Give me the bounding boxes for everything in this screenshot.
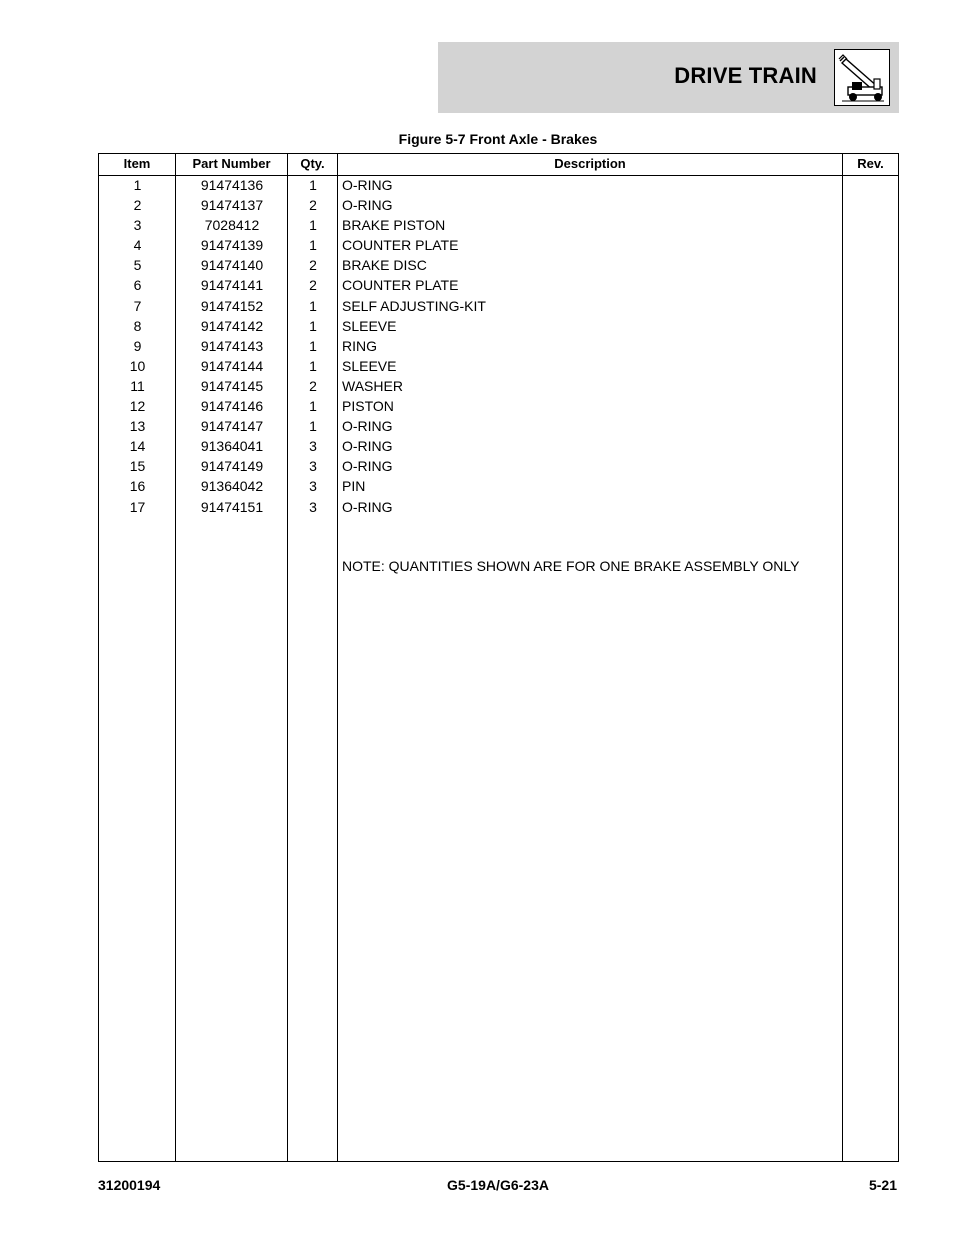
column-header-description: Description bbox=[554, 156, 626, 171]
qty-cell: 1 bbox=[309, 317, 317, 334]
column-header-part-number: Part Number bbox=[192, 156, 271, 171]
section-title: DRIVE TRAIN bbox=[674, 63, 817, 88]
part-number-cell: 91474146 bbox=[200, 398, 264, 415]
figure-title: Figure 5-7 Front Axle - Brakes bbox=[398, 131, 598, 147]
item-cell: 17 bbox=[129, 498, 146, 515]
table-row bbox=[99, 376, 898, 396]
description-cell: O-RING bbox=[342, 197, 393, 214]
qty-cell: 2 bbox=[309, 197, 317, 214]
item-cell: 12 bbox=[129, 398, 146, 415]
footer-page-number: 5-21 bbox=[868, 1177, 897, 1193]
qty-cell: 1 bbox=[309, 337, 317, 354]
part-number-cell: 91474141 bbox=[200, 277, 264, 294]
part-number-cell: 91474142 bbox=[200, 317, 264, 334]
column-header-qty: Qty. bbox=[300, 156, 325, 171]
table-row bbox=[99, 296, 898, 316]
item-cell: 8 bbox=[133, 317, 142, 334]
part-number-cell: 91474137 bbox=[200, 197, 264, 214]
part-number-cell: 91364041 bbox=[200, 438, 264, 455]
drive-train-lift-icon bbox=[834, 49, 890, 106]
description-cell: SLEEVE bbox=[342, 357, 397, 374]
qty-cell: 1 bbox=[309, 297, 317, 314]
part-number-cell: 91474149 bbox=[200, 458, 264, 475]
item-cell: 3 bbox=[133, 217, 142, 234]
table-row bbox=[99, 497, 898, 517]
item-cell: 9 bbox=[133, 337, 142, 354]
table-row bbox=[99, 175, 898, 195]
qty-cell: 2 bbox=[309, 377, 317, 394]
item-cell: 10 bbox=[129, 357, 146, 374]
part-number-cell: 91474152 bbox=[200, 297, 264, 314]
qty-cell: 3 bbox=[309, 438, 317, 455]
item-cell: 1 bbox=[133, 177, 142, 193]
table-row bbox=[99, 336, 898, 356]
item-cell: 16 bbox=[129, 478, 146, 495]
footer-model: G5-19A/G6-23A bbox=[447, 1177, 549, 1193]
description-cell: SLEEVE bbox=[342, 317, 397, 334]
table-row bbox=[99, 396, 898, 416]
table-row bbox=[99, 456, 898, 476]
qty-cell: 1 bbox=[309, 237, 317, 254]
part-number-cell: 91364042 bbox=[200, 478, 264, 495]
table-row bbox=[99, 195, 898, 215]
table-row bbox=[99, 255, 898, 275]
table-row bbox=[99, 416, 898, 436]
qty-cell: 3 bbox=[309, 498, 317, 515]
description-cell: SELF ADJUSTING-KIT bbox=[342, 297, 486, 314]
item-cell: 14 bbox=[129, 438, 146, 455]
part-number-cell: 91474143 bbox=[200, 337, 264, 354]
description-cell: O-RING bbox=[342, 177, 393, 193]
qty-cell: 1 bbox=[309, 177, 317, 193]
description-cell: PISTON bbox=[342, 398, 394, 415]
description-cell: O-RING bbox=[342, 438, 393, 455]
qty-cell: 1 bbox=[309, 357, 317, 374]
table-row bbox=[99, 235, 898, 255]
table-row bbox=[99, 316, 898, 336]
description-cell: BRAKE PISTON bbox=[342, 217, 446, 234]
qty-cell: 1 bbox=[309, 217, 317, 234]
part-number-cell: 91474147 bbox=[200, 418, 264, 435]
description-cell: O-RING bbox=[342, 458, 393, 475]
footer-doc-number: 31200194 bbox=[98, 1177, 161, 1193]
item-cell: 4 bbox=[133, 237, 142, 254]
description-cell: WASHER bbox=[342, 377, 403, 394]
part-number-cell: 7028412 bbox=[204, 217, 260, 234]
table-row bbox=[99, 436, 898, 456]
description-cell: O-RING bbox=[342, 418, 393, 435]
qty-cell: 1 bbox=[309, 398, 317, 415]
table-body bbox=[99, 175, 898, 517]
qty-cell: 1 bbox=[309, 418, 317, 435]
part-number-cell: 91474140 bbox=[200, 257, 264, 274]
part-number-cell: 91474145 bbox=[200, 377, 264, 394]
description-cell: COUNTER PLATE bbox=[342, 237, 459, 254]
qty-cell: 2 bbox=[309, 277, 317, 294]
description-cell: RING bbox=[342, 337, 377, 354]
description-cell: PIN bbox=[342, 478, 366, 495]
qty-cell: 3 bbox=[309, 478, 317, 495]
section-header bbox=[438, 42, 899, 113]
description-cell: O-RING bbox=[342, 498, 393, 515]
assembly-note: NOTE: QUANTITIES SHOWN ARE FOR ONE BRAKE ASSEMBLY ONLY bbox=[342, 558, 800, 574]
parts-table bbox=[98, 153, 899, 1162]
item-cell: 2 bbox=[133, 197, 142, 214]
item-cell: 11 bbox=[130, 377, 145, 394]
table-row bbox=[99, 215, 898, 235]
qty-cell: 2 bbox=[309, 257, 317, 274]
item-cell: 7 bbox=[133, 297, 142, 314]
part-number-cell: 91474151 bbox=[200, 498, 264, 515]
description-cell: COUNTER PLATE bbox=[342, 277, 459, 294]
item-cell: 6 bbox=[133, 277, 142, 294]
part-number-cell: 91474136 bbox=[200, 177, 264, 193]
description-cell: BRAKE DISC bbox=[342, 257, 427, 274]
part-number-cell: 91474144 bbox=[200, 357, 264, 374]
column-header-rev: Rev. bbox=[857, 156, 884, 171]
table-row bbox=[99, 356, 898, 376]
table-row bbox=[99, 275, 898, 295]
item-cell: 13 bbox=[129, 418, 146, 435]
column-header-item: Item bbox=[123, 156, 151, 171]
item-cell: 5 bbox=[133, 257, 142, 274]
part-number-cell: 91474139 bbox=[200, 237, 264, 254]
item-cell: 15 bbox=[129, 458, 146, 475]
table-row bbox=[99, 476, 898, 496]
qty-cell: 3 bbox=[309, 458, 317, 475]
